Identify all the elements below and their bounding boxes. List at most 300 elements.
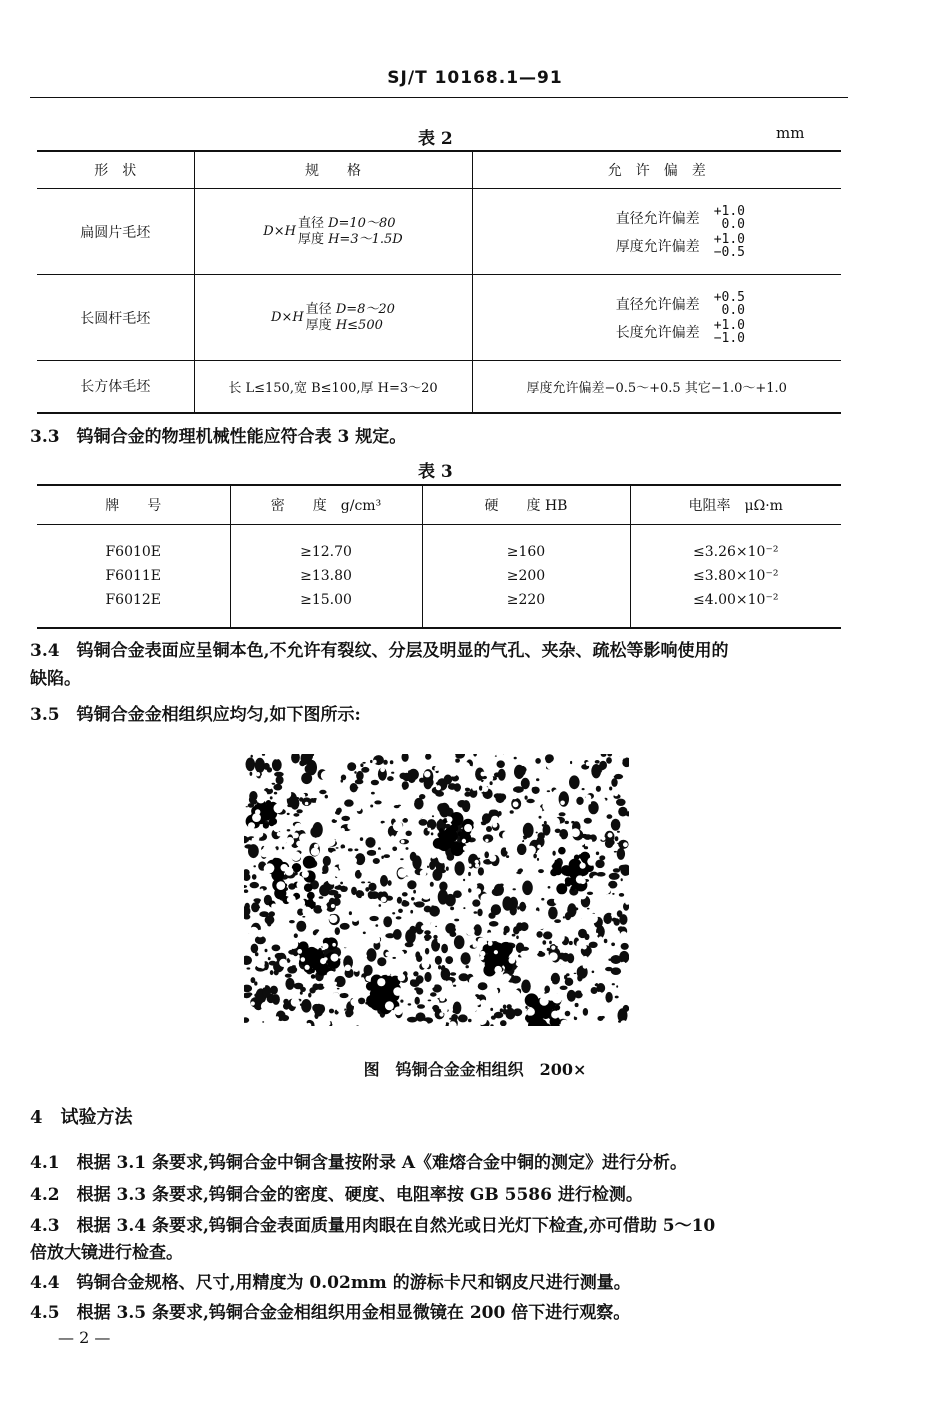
micrograph-grain bbox=[289, 920, 295, 923]
micrograph-grain bbox=[368, 883, 376, 891]
micrograph-grain bbox=[523, 806, 529, 812]
micrograph-grain bbox=[435, 969, 440, 974]
micrograph-grain bbox=[379, 961, 382, 963]
micrograph-grain bbox=[599, 936, 603, 940]
table-row bbox=[37, 525, 841, 629]
table-row bbox=[37, 189, 841, 275]
micrograph-grain bbox=[617, 843, 619, 844]
micrograph-grain bbox=[319, 801, 329, 811]
micrograph-grain bbox=[422, 961, 430, 969]
micrograph-grain bbox=[349, 809, 354, 814]
micrograph-grain bbox=[380, 906, 388, 914]
micrograph-grain bbox=[415, 997, 420, 1005]
micrograph-grain bbox=[525, 1006, 527, 1009]
micrograph-grain bbox=[488, 912, 495, 918]
page-number: — 2 — bbox=[58, 1328, 111, 1347]
micrograph-grain bbox=[605, 953, 608, 956]
micrograph-grain bbox=[296, 809, 302, 813]
micrograph-grain bbox=[334, 815, 339, 820]
micrograph-grain bbox=[289, 939, 299, 949]
density-value: ≥12.70 bbox=[300, 544, 352, 560]
micrograph-grain bbox=[273, 784, 282, 791]
micrograph-grain bbox=[479, 786, 483, 791]
micrograph-grain bbox=[622, 962, 626, 966]
micrograph-grain bbox=[419, 778, 425, 783]
micrograph-grain bbox=[450, 824, 458, 832]
micrograph-grain bbox=[497, 760, 505, 768]
micrograph-grain bbox=[270, 986, 278, 995]
micrograph-grain bbox=[281, 856, 285, 860]
micrograph-grain bbox=[331, 954, 339, 962]
micrograph-grain bbox=[539, 816, 542, 819]
micrograph-grain bbox=[390, 760, 394, 764]
micrograph-grain bbox=[372, 936, 380, 944]
micrograph-grain bbox=[336, 847, 339, 849]
micrograph-grain bbox=[573, 960, 581, 968]
micrograph-grain bbox=[432, 815, 434, 817]
micrograph-grain bbox=[274, 754, 279, 759]
micrograph-grain bbox=[308, 764, 311, 765]
micrograph-grain bbox=[497, 754, 504, 759]
micrograph-grain bbox=[502, 831, 512, 841]
micrograph-grain bbox=[573, 1008, 582, 1017]
micrograph-grain bbox=[616, 985, 618, 988]
micrograph-grain bbox=[560, 829, 565, 834]
micrograph-grain bbox=[545, 754, 554, 762]
micrograph-grain bbox=[500, 884, 504, 887]
micrograph-grain bbox=[615, 996, 619, 999]
micrograph-grain bbox=[292, 949, 295, 951]
micrograph-grain bbox=[454, 784, 458, 789]
micrograph-grain bbox=[470, 995, 476, 1001]
micrograph-grain bbox=[588, 828, 591, 831]
resistivity-value: ≤4.00×10⁻² bbox=[693, 592, 779, 608]
micrograph-grain bbox=[601, 1016, 605, 1019]
spec-label: 厚度 bbox=[297, 231, 324, 247]
micrograph-grain bbox=[582, 945, 587, 950]
micrograph-grain bbox=[281, 1015, 290, 1021]
micrograph-grain bbox=[413, 971, 418, 976]
micrograph-grain bbox=[285, 974, 292, 978]
micrograph-grain bbox=[391, 835, 394, 838]
micrograph-grain bbox=[550, 817, 560, 827]
spec-label: 厚度 bbox=[305, 317, 332, 333]
micrograph-grain bbox=[615, 836, 619, 841]
table2-header-tolerance: 允 许 偏 差 bbox=[472, 151, 841, 189]
micrograph-grain bbox=[463, 846, 468, 851]
micrograph-grain bbox=[466, 965, 469, 968]
micrograph-grain bbox=[552, 862, 562, 872]
micrograph-grain bbox=[295, 1009, 301, 1015]
micrograph-grain bbox=[350, 783, 358, 792]
micrograph-grain bbox=[305, 765, 311, 773]
micrograph-grain bbox=[373, 873, 378, 878]
micrograph-grain bbox=[302, 794, 306, 798]
micrograph-grain bbox=[478, 843, 484, 849]
micrograph-grain bbox=[326, 971, 336, 981]
micrograph-grain bbox=[450, 907, 454, 911]
micrograph-grain bbox=[425, 778, 430, 784]
micrograph-grain bbox=[341, 831, 350, 840]
micrograph-grain bbox=[387, 776, 394, 781]
micrograph-grain bbox=[425, 754, 431, 760]
grade-value: F6012E bbox=[105, 592, 162, 608]
micrograph-grain bbox=[392, 847, 397, 852]
paragraph-3-4-line1: 3.4 钨铜合金表面应呈铜本色,不允许有裂纹、分层及明显的气孔、夹杂、疏松等影响使用的 bbox=[30, 641, 729, 661]
micrograph-grain bbox=[361, 896, 365, 900]
micrograph-grain bbox=[342, 940, 350, 948]
micrograph-grain bbox=[364, 965, 373, 976]
micrograph-grain bbox=[468, 864, 471, 867]
micrograph-grain bbox=[260, 889, 263, 892]
micrograph-grain bbox=[411, 897, 415, 901]
micrograph-grain bbox=[542, 940, 546, 945]
micrograph-grain bbox=[583, 964, 588, 969]
micrograph-grain bbox=[269, 911, 275, 916]
paragraph-4-2: 4.2 根据 3.3 条要求,钨铜合金的密度、硬度、电阻率按 GB 5586 进行检测。 bbox=[30, 1185, 643, 1205]
micrograph-grain bbox=[527, 846, 536, 855]
micrograph-grain bbox=[559, 964, 565, 970]
micrograph-grain bbox=[431, 855, 434, 858]
micrograph-grain bbox=[454, 905, 461, 912]
micrograph-grain bbox=[410, 910, 413, 914]
micrograph-grain bbox=[314, 827, 322, 835]
tolerance-label: 直径允许偏差 bbox=[615, 210, 700, 227]
micrograph-grain bbox=[308, 993, 311, 998]
micrograph-grain bbox=[344, 799, 354, 806]
micrograph-grain bbox=[332, 943, 336, 947]
micrograph-grain bbox=[262, 1016, 265, 1019]
micrograph-grain bbox=[441, 1006, 448, 1013]
micrograph-grain bbox=[379, 904, 382, 907]
micrograph-grain bbox=[466, 902, 472, 908]
micrograph-grain bbox=[441, 965, 446, 972]
micrograph-grain bbox=[450, 972, 456, 975]
micrograph-grain bbox=[366, 982, 375, 991]
micrograph-grain bbox=[595, 760, 600, 764]
micrograph-grain bbox=[473, 944, 477, 948]
micrograph-grain bbox=[603, 943, 612, 952]
micrograph-grain bbox=[469, 1005, 477, 1013]
micrograph-grain bbox=[611, 778, 617, 787]
micrograph-grain bbox=[302, 871, 309, 878]
micrograph-grain bbox=[421, 836, 427, 842]
micrograph-grain bbox=[480, 951, 486, 957]
spec-prefix: D×H bbox=[263, 224, 296, 239]
micrograph-grain bbox=[255, 899, 260, 904]
micrograph-grain bbox=[574, 756, 583, 765]
micrograph-grain bbox=[454, 935, 465, 949]
micrograph-grain bbox=[252, 874, 257, 880]
micrograph-grain bbox=[270, 796, 273, 799]
micrograph-grain bbox=[494, 950, 498, 954]
micrograph-grain bbox=[569, 775, 580, 789]
micrograph-grain bbox=[375, 924, 378, 927]
micrograph-grain bbox=[400, 858, 404, 860]
micrograph-grain bbox=[588, 848, 591, 851]
micrograph-grain bbox=[504, 788, 511, 795]
micrograph-grain bbox=[588, 975, 598, 985]
micrograph-grain bbox=[259, 911, 269, 917]
micrograph-grain bbox=[407, 1017, 418, 1023]
micrograph-grain bbox=[428, 982, 435, 989]
micrograph-grain bbox=[612, 983, 615, 985]
micrograph-grain bbox=[328, 876, 337, 885]
micrograph-grain bbox=[388, 880, 392, 886]
micrograph-grain bbox=[427, 828, 431, 832]
micrograph-grain bbox=[272, 759, 282, 771]
micrograph-grain bbox=[246, 837, 249, 842]
micrograph-grain bbox=[380, 767, 385, 772]
micrograph-grain bbox=[574, 855, 580, 861]
micrograph-grain bbox=[569, 941, 573, 945]
micrograph-grain bbox=[327, 788, 332, 793]
micrograph-grain bbox=[300, 1004, 303, 1006]
tolerance-label: 厚度允许偏差 bbox=[615, 238, 700, 255]
hardness-value: ≥220 bbox=[506, 592, 546, 608]
micrograph-grain bbox=[477, 909, 482, 917]
micrograph-grain bbox=[256, 772, 260, 776]
spec-value: D=8～20 bbox=[335, 301, 395, 317]
micrograph-grain bbox=[341, 816, 350, 821]
table2 bbox=[37, 150, 841, 414]
micrograph-grain bbox=[589, 952, 599, 962]
micrograph-grain bbox=[321, 771, 331, 781]
micrograph-grain bbox=[363, 954, 367, 958]
micrograph-grain bbox=[489, 855, 496, 862]
micrograph-grain bbox=[282, 789, 291, 798]
micrograph-grain bbox=[270, 970, 274, 975]
micrograph-grain bbox=[482, 1009, 487, 1014]
micrograph-grain bbox=[374, 800, 381, 804]
table3 bbox=[37, 484, 841, 629]
micrograph-grain bbox=[536, 832, 538, 834]
micrograph-grain bbox=[394, 1006, 403, 1015]
tolerance-plus: +1.0 bbox=[713, 317, 745, 333]
micrograph-grain bbox=[600, 778, 609, 787]
micrograph-grain bbox=[481, 772, 486, 777]
micrograph-grain bbox=[460, 781, 465, 786]
micrograph-grain bbox=[391, 772, 394, 774]
micrograph-grain bbox=[521, 980, 531, 994]
micrograph-grain bbox=[269, 820, 275, 826]
micrograph-grain bbox=[414, 987, 420, 991]
micrograph-grain bbox=[451, 1014, 458, 1021]
micrograph-grain bbox=[370, 994, 378, 1002]
micrograph-grain bbox=[451, 843, 464, 856]
figure-caption: 图 钨铜合金金相组织 200× bbox=[363, 1060, 587, 1079]
table2-caption: 表 2 bbox=[418, 129, 453, 149]
micrograph-grain bbox=[490, 781, 493, 785]
spec-value: D=10～80 bbox=[328, 215, 396, 231]
micrograph-grain bbox=[324, 982, 330, 988]
micrograph-grain bbox=[623, 842, 628, 847]
micrograph-grain bbox=[437, 960, 442, 964]
micrograph-grain bbox=[494, 1012, 503, 1019]
micrograph-grain bbox=[383, 869, 386, 872]
micrograph-grain bbox=[537, 858, 539, 861]
micrograph-grain bbox=[434, 999, 440, 1005]
micrograph-grain bbox=[244, 956, 252, 965]
density-cell bbox=[230, 525, 422, 629]
tolerance-minus: 0.0 bbox=[721, 302, 745, 318]
micrograph-grain bbox=[570, 761, 572, 764]
micrograph-grain bbox=[591, 987, 598, 994]
micrograph-grain bbox=[531, 947, 539, 955]
micrograph-grain bbox=[391, 885, 399, 893]
micrograph-grain bbox=[335, 927, 340, 935]
micrograph-grain bbox=[301, 957, 306, 962]
micrograph-grain bbox=[273, 848, 276, 851]
micrograph-grain bbox=[437, 803, 447, 812]
micrograph-grain bbox=[425, 948, 429, 955]
micrograph-grain bbox=[253, 865, 256, 867]
micrograph-grain bbox=[599, 855, 605, 860]
micrograph-grain bbox=[314, 930, 318, 934]
micrograph-grain bbox=[387, 808, 394, 815]
tolerance-cell bbox=[472, 275, 841, 361]
micrograph-grain bbox=[584, 818, 592, 824]
micrograph-grain bbox=[455, 861, 465, 875]
micrograph-grain bbox=[608, 833, 613, 838]
micrograph-grain bbox=[516, 834, 524, 842]
micrograph-grain bbox=[424, 972, 431, 982]
micrograph-grain bbox=[610, 955, 621, 964]
micrograph-grain bbox=[453, 985, 456, 987]
micrograph-grain bbox=[351, 998, 359, 1006]
micrograph-grain bbox=[358, 799, 363, 804]
grade-cell bbox=[37, 525, 230, 629]
micrograph-grain bbox=[462, 839, 466, 843]
micrograph-grain bbox=[299, 833, 309, 843]
micrograph-grain bbox=[585, 775, 591, 781]
micrograph-grain bbox=[583, 956, 588, 961]
micrograph-grain bbox=[499, 942, 513, 956]
tolerance-label: 直径允许偏差 bbox=[615, 296, 700, 313]
micrograph-grain bbox=[445, 956, 453, 964]
micrograph-grain bbox=[513, 926, 520, 934]
micrograph-grain bbox=[596, 786, 601, 792]
micrograph-grain bbox=[275, 1016, 279, 1020]
micrograph-grain bbox=[486, 826, 492, 832]
micrograph-grain bbox=[313, 897, 318, 902]
micrograph-grain bbox=[527, 1011, 531, 1015]
micrograph-grain bbox=[544, 821, 547, 825]
micrograph-grain bbox=[305, 965, 310, 970]
micrograph-grain bbox=[618, 807, 627, 817]
micrograph-grain bbox=[345, 1018, 352, 1025]
micrograph-grain bbox=[536, 931, 542, 938]
micrograph-grain bbox=[580, 911, 587, 918]
micrograph-grain bbox=[520, 922, 529, 931]
micrograph-grain bbox=[370, 805, 373, 808]
micrograph-grain bbox=[551, 946, 555, 950]
micrograph-grain bbox=[282, 847, 284, 850]
micrograph-grain bbox=[543, 931, 552, 939]
micrograph-grain bbox=[348, 948, 352, 952]
table2-header-spec: 规 格 bbox=[194, 151, 472, 189]
tolerance-plus: +1.0 bbox=[713, 203, 745, 219]
micrograph-grain bbox=[596, 925, 605, 938]
paragraph-3-3: 3.3 钨铜合金的物理机械性能应符合表 3 规定。 bbox=[30, 427, 407, 447]
micrograph-grain bbox=[333, 759, 340, 766]
micrograph-grain bbox=[311, 974, 316, 979]
grade-value: F6010E bbox=[105, 544, 162, 560]
micrograph-grain bbox=[536, 778, 539, 781]
micrograph-grain bbox=[373, 858, 380, 864]
micrograph-grain bbox=[549, 952, 558, 961]
micrograph-grain bbox=[576, 875, 584, 883]
micrograph-grain bbox=[509, 957, 516, 964]
micrograph-grain bbox=[398, 805, 401, 807]
micrograph-grain bbox=[609, 873, 620, 880]
micrograph-grain bbox=[444, 775, 453, 785]
micrograph-grain bbox=[296, 921, 306, 932]
micrograph-grain bbox=[500, 1008, 503, 1012]
micrograph-grain bbox=[263, 763, 270, 770]
micrograph-grain bbox=[251, 799, 258, 804]
micrograph-grain bbox=[370, 760, 373, 763]
table3-header-row bbox=[37, 485, 841, 525]
micrograph-grain bbox=[404, 876, 410, 882]
micrograph-grain bbox=[397, 897, 402, 904]
shape-cell: 长方体毛坯 bbox=[80, 379, 151, 396]
micrograph-grain bbox=[352, 915, 359, 922]
micrograph-grain bbox=[398, 868, 407, 877]
micrograph-grain bbox=[334, 886, 343, 890]
micrograph-grain bbox=[521, 762, 525, 766]
micrograph-grain bbox=[386, 939, 392, 945]
micrograph-grain bbox=[538, 869, 544, 873]
micrograph-grain bbox=[340, 848, 347, 855]
micrograph-grain bbox=[516, 936, 519, 940]
micrograph-grain bbox=[439, 1012, 443, 1016]
micrograph-grain bbox=[415, 901, 425, 907]
spec-label: 直径 bbox=[305, 301, 332, 317]
micrograph-grain bbox=[437, 938, 443, 944]
micrograph-grain bbox=[605, 967, 613, 971]
micrograph-grain bbox=[325, 1021, 330, 1026]
micrograph-grain bbox=[244, 1017, 249, 1023]
micrograph-grain bbox=[490, 1024, 493, 1026]
micrograph-grain bbox=[414, 902, 416, 905]
micrograph-grain bbox=[285, 978, 294, 990]
micrograph-grain bbox=[410, 979, 420, 987]
micrograph-grain bbox=[606, 757, 612, 764]
micrograph-grain bbox=[365, 887, 369, 892]
micrograph-grain bbox=[581, 987, 590, 996]
micrograph-grain bbox=[567, 990, 576, 1002]
micrograph-grain bbox=[468, 1019, 472, 1022]
micrograph-grain bbox=[425, 938, 430, 941]
micrograph-grain bbox=[604, 939, 608, 943]
hardness-value: ≥160 bbox=[506, 544, 546, 560]
micrograph-grain bbox=[274, 870, 279, 875]
micrograph-grain bbox=[472, 811, 479, 818]
micrograph-grain bbox=[408, 1003, 412, 1005]
micrograph-grain bbox=[532, 787, 540, 794]
table2-unit: mm bbox=[776, 124, 805, 142]
micrograph-grain bbox=[326, 996, 329, 999]
micrograph-grain bbox=[340, 987, 346, 993]
micrograph-grain bbox=[516, 966, 518, 967]
micrograph-grain bbox=[417, 1004, 425, 1009]
micrograph-grain bbox=[430, 992, 437, 996]
paragraph-4-3-line2: 倍放大镜进行检查。 bbox=[30, 1243, 183, 1263]
micrograph-grain bbox=[533, 911, 539, 917]
micrograph-grain bbox=[618, 1003, 622, 1007]
micrograph-grain bbox=[607, 754, 612, 757]
